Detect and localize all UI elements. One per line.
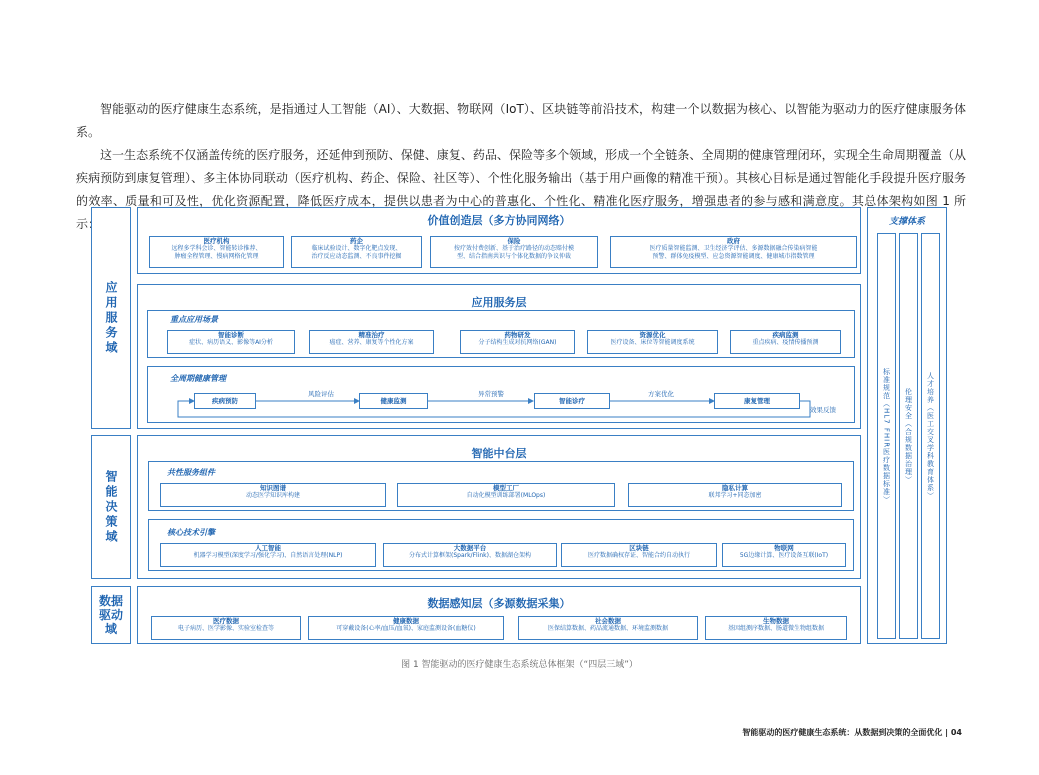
core-box — [160, 543, 376, 567]
common-box-desc: 动态医学知识库构建 — [245, 492, 300, 499]
lifecycle-step-label: 康复管理 — [744, 397, 770, 405]
scene-desc: 分子结构生成对抗网络(GAN) — [478, 339, 557, 346]
support-col-text: 标准规范（HL7 FHIR医疗数据标准） — [882, 367, 891, 505]
data-box-desc: 可穿戴设备(心率/血压/血氧)、家庭监测设备(血糖仪) — [336, 625, 476, 632]
data-box — [518, 616, 698, 640]
value-box-line: 医疗质量智能监测、卫生经济学评估、多源数据融合传染病智能 — [649, 245, 818, 252]
scene-box — [587, 330, 718, 354]
value-box-line: 远程多学科会诊、智能转诊推荐、 — [171, 245, 262, 252]
app-layer — [137, 284, 861, 429]
data-box-desc: 基因组测序数据、肠道微生物组数据 — [727, 625, 824, 632]
value-box-line: 按疗效付费创新、基于治疗路径的动态赔付模 — [453, 245, 574, 252]
support-col-standards — [877, 233, 896, 639]
data-box-title: 生物数据 — [763, 617, 789, 625]
scene-title: 资源优化 — [639, 331, 666, 339]
support-col-text: 伦理安全（合规数据治理） — [904, 388, 913, 484]
domain-app-label: 应用服务域 — [104, 280, 118, 356]
scene-title: 精准治疗 — [358, 331, 385, 339]
lifecycle-step-label: 疾病预防 — [212, 397, 238, 405]
core-box-title: 区块链 — [629, 544, 649, 552]
value-box-line: 临床试验设计、数字化靶点发现、 — [311, 245, 402, 252]
common-box-title: 知识图谱 — [260, 484, 286, 492]
core-box-title: 物联网 — [774, 544, 794, 552]
lifecycle-step-label: 健康监测 — [380, 397, 407, 405]
value-box-line: 预警、群体免疫模型、应急资源智能调度、健康城市指数管理 — [652, 252, 815, 260]
page-footer: 智能驱动的医疗健康生态系统：从数据到决策的全面优化 | 04 — [742, 728, 962, 737]
common-box-title: 模型工厂 — [493, 484, 519, 492]
value-box-pharma — [291, 236, 422, 268]
core-box — [722, 543, 846, 567]
lifecycle-step — [534, 393, 610, 409]
lifecycle-step-label: 智能诊疗 — [559, 397, 585, 405]
mid-layer-title: 智能中台层 — [471, 447, 527, 460]
figure-caption: 图 1 智能驱动的医疗健康生态系统总体框架（“四层三域”） — [401, 660, 638, 670]
scene-desc: 症状、病历语义、影像等AI分析 — [189, 339, 273, 346]
common-box-title: 隐私计算 — [722, 484, 748, 492]
support-panel — [867, 207, 947, 644]
common-title: 共性服务组件 — [167, 468, 215, 477]
domain-data — [91, 586, 131, 644]
scene-title: 智能诊断 — [218, 331, 244, 339]
lifecycle-step — [194, 393, 256, 409]
common-box-desc: 联邦学习+同态加密 — [708, 492, 762, 499]
common-box — [397, 483, 615, 507]
data-box-title: 医疗数据 — [213, 617, 239, 625]
support-col-talent — [921, 233, 940, 639]
app-layer-title: 应用服务层 — [471, 296, 527, 309]
lifecycle-title: 全周期健康管理 — [170, 374, 226, 383]
value-box-line: 型、结合指南共识与个体化数据的争议仲裁 — [456, 252, 571, 260]
support-col-text: 人才培养（医工交叉学科教育体系） — [926, 372, 935, 500]
value-box-title: 医疗机构 — [203, 237, 230, 245]
intro-paragraph-2: 这一生态系统不仅涵盖传统的医疗服务，还延伸到预防、保健、康复、药品、保险等多个领域，形成一个全链条、全周期的健康管理闭环，实现全生命周期覆盖（从疾病预防到康复管理）、多主体协同联动（医疗机构、药企、保险、社区等）、个性化服务输出（基于用户画像的精准干预）。其核心目标是通过智能化手段提升医疗服务的效率、质量和可及性，优化资源配置，降低医疗成本，提供以患者为中心的普惠化、个性化、精准化医疗服务，增强患者的参与感和满意度。其总体架构如图 1 所示： — [76, 148, 966, 231]
data-box — [308, 616, 504, 640]
value-layer — [137, 207, 861, 274]
feedback-label: 效果反馈 — [810, 406, 836, 414]
scenes-panel — [147, 310, 855, 358]
core-title: 核心技术引擎 — [167, 528, 215, 537]
scene-box — [309, 330, 434, 354]
common-box-desc: 自动化模型训练部署(MLOps) — [466, 492, 546, 499]
value-box-government — [610, 236, 857, 268]
scene-box — [460, 330, 575, 354]
domain-decision-label: 智能决策域 — [104, 469, 118, 545]
data-box-desc: 电子病历、医学影像、实验室检查等 — [177, 625, 274, 632]
lifecycle-step — [359, 393, 428, 409]
scene-desc: 重点疾病、疫情传播预测 — [752, 339, 819, 346]
scene-desc: 癌症、营养、康复等个性化方案 — [329, 339, 414, 346]
core-box-desc: 5G边缘计算、医疗设备互联(IoT) — [739, 552, 829, 559]
value-box-hospital — [149, 236, 284, 268]
data-box-title: 健康数据 — [393, 617, 419, 625]
value-box-title: 保险 — [507, 237, 521, 245]
scenes-title: 重点应用场景 — [170, 315, 218, 324]
core-box — [383, 543, 557, 567]
lifecycle-panel — [147, 366, 855, 423]
domain-app — [91, 207, 131, 429]
domain-decision — [91, 435, 131, 579]
data-box — [705, 616, 847, 640]
common-box — [160, 483, 386, 507]
arrow-label: 异常预警 — [478, 390, 504, 398]
value-layer-title: 价值创造层（多方协同网络） — [427, 214, 571, 227]
value-box-insurance — [430, 236, 598, 268]
data-layer-title: 数据感知层（多源数据采集） — [427, 597, 571, 610]
support-title: 支撑体系 — [888, 217, 925, 227]
scene-title: 药物研发 — [504, 331, 531, 339]
scene-box — [167, 330, 295, 354]
core-box-desc: 机器学习模型(深度学习/强化学习)、自然语言处理(NLP) — [193, 552, 343, 559]
intro-paragraph-1: 智能驱动的医疗健康生态系统，是指通过人工智能（AI）、大数据、物联网（IoT）、区块链等前沿技术，构建一个以数据为核心、以智能为驱动力的医疗健康服务体系。 — [76, 102, 966, 139]
scene-desc: 医疗设备、床位等智能调度系统 — [610, 339, 695, 346]
scene-title: 疾病监测 — [772, 331, 799, 339]
data-box-desc: 医保结算数据、药品流通数据、环境监测数据 — [547, 625, 668, 632]
core-box-desc: 分布式计算框架(Spark/Flink)、数据湖仓架构 — [408, 552, 531, 559]
core-panel — [148, 519, 854, 571]
common-panel — [148, 461, 854, 511]
arrow-label: 风险评估 — [308, 390, 334, 398]
core-box-title: 大数据平台 — [453, 544, 487, 552]
value-box-title: 政府 — [727, 237, 740, 245]
support-col-ethics — [899, 233, 918, 639]
core-box-title: 人工智能 — [255, 544, 281, 552]
value-box-line: 肿瘤全程管理、慢病网格化管理 — [174, 252, 259, 260]
core-box-desc: 医疗数据确权存证、智能合约自动执行 — [587, 552, 690, 559]
scene-box — [730, 330, 841, 354]
arrow-label: 方案优化 — [648, 390, 674, 398]
value-box-line: 治疗反应动态监测、不良事件挖掘 — [311, 252, 402, 260]
data-box-title: 社会数据 — [595, 617, 621, 625]
data-box — [151, 616, 301, 640]
common-box — [628, 483, 842, 507]
data-layer — [137, 586, 861, 644]
mid-layer — [137, 435, 861, 579]
lifecycle-step — [714, 393, 800, 409]
domain-data-label: 数据驱动域 — [98, 594, 123, 636]
value-box-title: 药企 — [350, 237, 363, 245]
core-box — [561, 543, 717, 567]
